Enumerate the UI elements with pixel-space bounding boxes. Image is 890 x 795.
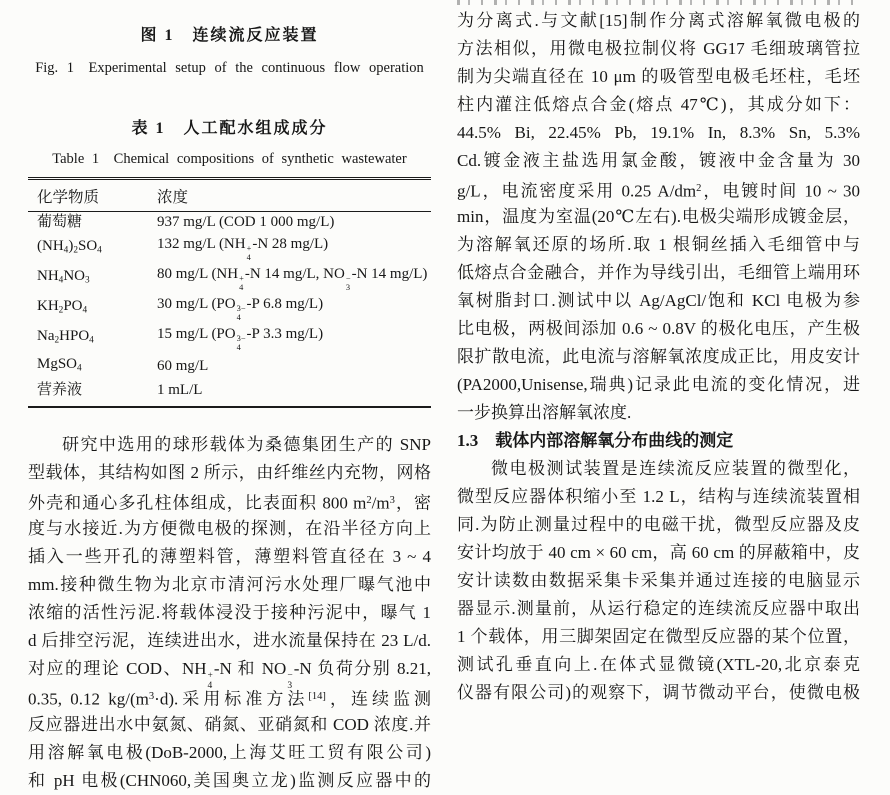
- figure1-caption-en: Fig. 1 Experimental setup of the continuous flow operation: [35, 60, 424, 76]
- chemical-cell: $(NH_4)_2SO_4$: [37, 237, 102, 256]
- left-column: [28, 0, 431, 795]
- clipped-line-top: [457, 0, 860, 5]
- text-line: 方法相似，用微电极拉制仪将 GG17 毛细玻璃管拉: [457, 39, 860, 58]
- chemical-cell: $KH_2PO_4$: [37, 297, 88, 316]
- concentration-cell: 937 mg/L (COD 1 000 mg/L): [157, 214, 335, 230]
- text-line: g/L，电流密度采用 0.25 $A/dm^2$，电镀时间 10 ~ 30: [457, 181, 860, 201]
- text-line: 型载体，其结构如图 2 所示，由纤维丝内充物，网格: [28, 462, 431, 482]
- text-line: 制为尖端直径在 10 μm 的吸管型电极毛坯柱，毛坯: [457, 67, 860, 86]
- text-line: 反应器进出水中氨氮、硝氮、亚硝氮和 COD 浓度.并: [28, 714, 431, 734]
- text-line: 一步换算出溶解氧浓度.: [457, 403, 632, 422]
- text-line: 插入一些开孔的薄塑料管，薄塑料管直径在 3 ~ 4: [28, 546, 431, 566]
- text-line: 器显示.测量前，从运行稳定的连续流反应器中取出: [457, 599, 860, 618]
- chemical-cell: 葡萄糖: [37, 214, 83, 230]
- right-column-text: [457, 7, 860, 707]
- text-line: 安计均放于 40 cm × 60 cm，高 60 cm 的屏蔽箱中，皮: [457, 543, 860, 562]
- text-line: d 后排空污泥，连续进出水，进水流量保持在 23 L/d.: [28, 630, 431, 650]
- table-row: [28, 212, 431, 234]
- text-line: min，温度为室温(20℃左右).电极尖端形成镀金层，: [457, 207, 860, 226]
- concentration-cell: 132 mg/L (NH + 4 -N 28 mg/L): [157, 235, 329, 262]
- text-line: 氧树脂封口.测试中以 Ag/AgCl/饱和 KCl 电极为参: [457, 291, 860, 310]
- text-line: 和 pH 电极(CHN060,美国奥立龙)监测反应器中的: [28, 770, 431, 790]
- synthetic-wastewater-table: [28, 177, 431, 408]
- chemical-cell: MgSO$_4$: [37, 356, 82, 374]
- text-line: 0.35, 0.12 $kg/(m^3\cdot d)$.采用标准方法[14]，连续监测: [28, 688, 432, 708]
- text-line: 安计读数由数据采集卡采集并通过连接的电脑显示: [457, 571, 860, 590]
- text-line: 度与水接近.为方便微电极的探测，在沿半径方向上: [28, 518, 431, 538]
- text-line: 外壳和通心多孔柱体组成，比表面积 800 $m^2/m^3$，密: [28, 492, 432, 512]
- text-line: 为分离式.与文献[15]制作分离式溶解氧微电极的: [457, 11, 860, 30]
- text-line: 44.5% Bi, 22.45% Pb, 19.1% In, 8.3% Sn, 5.3%: [457, 123, 860, 142]
- text-line: 同.为防止测量过程中的电磁干扰，微型反应器及皮: [457, 515, 860, 534]
- concentration-cell: 1 mL/L: [148, 380, 431, 407]
- text-line: 为溶解氧还原的场所.取 1 根铜丝插入毛细管中与: [457, 235, 860, 254]
- right-column: [457, 0, 860, 795]
- concentration-cell: 60 mg/L: [157, 358, 209, 375]
- concentration-cell: 30 mg/L (PO 3− 4 -P 6.8 mg/L): [157, 295, 324, 323]
- table-row: [28, 294, 431, 324]
- text-line: 用溶解氧电极(DoB-2000,上海艾旺工贸有限公司): [28, 742, 431, 762]
- text-line: 测试孔垂直向上.在体式显微镜(XTL-20,北京泰克: [457, 655, 860, 674]
- text-line: 浓缩的活性污泥.将载体浸没于接种污泥中，曝气 1: [28, 602, 431, 622]
- table-row: [28, 354, 431, 380]
- table1-title-zh: 表 1 人工配水组成成分: [131, 120, 328, 137]
- concentration-cell: 80 mg/L (NH + 4 -N 14 mg/L, NO − 3 -N 14 mg/L): [157, 265, 428, 292]
- table-header-row: [28, 179, 431, 212]
- table-row: [28, 264, 431, 294]
- table-header-chemical: 化学物质: [28, 179, 148, 212]
- table-header-concentration: 浓度: [148, 179, 431, 212]
- chemical-cell: $NH_4NO_3$: [37, 267, 90, 286]
- text-line: 微电极测试装置是连续流反应装置的微型化，: [491, 459, 860, 478]
- text-line: 低熔点合金融合，并作为导线引出，毛细管上端用环: [457, 263, 860, 282]
- text-line: 限扩散电流，此电流与溶解氧浓度成正比，用皮安计: [457, 347, 860, 366]
- figure1-caption-zh: 图 1 连续流反应装置: [140, 27, 319, 44]
- text-line: Cd.镀金液主盐选用氯金酸，镀液中金含量为 30: [457, 151, 860, 170]
- text-line: mm.接种微生物为北京市清河污水处理厂曝气池中: [28, 574, 431, 594]
- concentration-cell: 15 mg/L (PO 3− 4 -P 3.3 mg/L): [157, 325, 324, 353]
- left-paragraph: [28, 431, 431, 795]
- text-line: 对应的理论 COD、NH + 4 -N 和 NO − 3 -N 负荷分别 8.21,: [28, 658, 431, 691]
- table1-title-en: Table 1 Chemical compositions of synthetic wastewater: [52, 151, 407, 167]
- table-row: [28, 324, 431, 354]
- text-line: 比电极，两极间添加 0.6 ~ 0.8V 的极化电压，产生极: [457, 319, 860, 338]
- chemical-cell: $Na_2HPO_4$: [37, 327, 94, 346]
- text-line: 研究中选用的球形载体为桑德集团生产的 SNP: [62, 434, 431, 454]
- table-row: [28, 234, 431, 264]
- table-row: [28, 380, 431, 407]
- text-line: (PA2000,Unisense,瑞典)记录此电流的变化情况，进: [457, 375, 860, 394]
- section-heading: 1.3 载体内部溶解氧分布曲线的测定: [457, 431, 734, 450]
- chemical-cell: 营养液: [28, 380, 148, 407]
- text-line: 仪器有限公司)的观察下，调节微动平台，使微电极: [457, 683, 860, 702]
- text-line: 1 个载体，用三脚架固定在微型反应器的某个位置，: [457, 627, 860, 646]
- text-line: 微型反应器体积缩小至 1.2 L，结构与连续流装置相: [457, 487, 860, 506]
- text-line: 柱内灌注低熔点合金(熔点 47℃)，其成分如下：: [457, 95, 860, 114]
